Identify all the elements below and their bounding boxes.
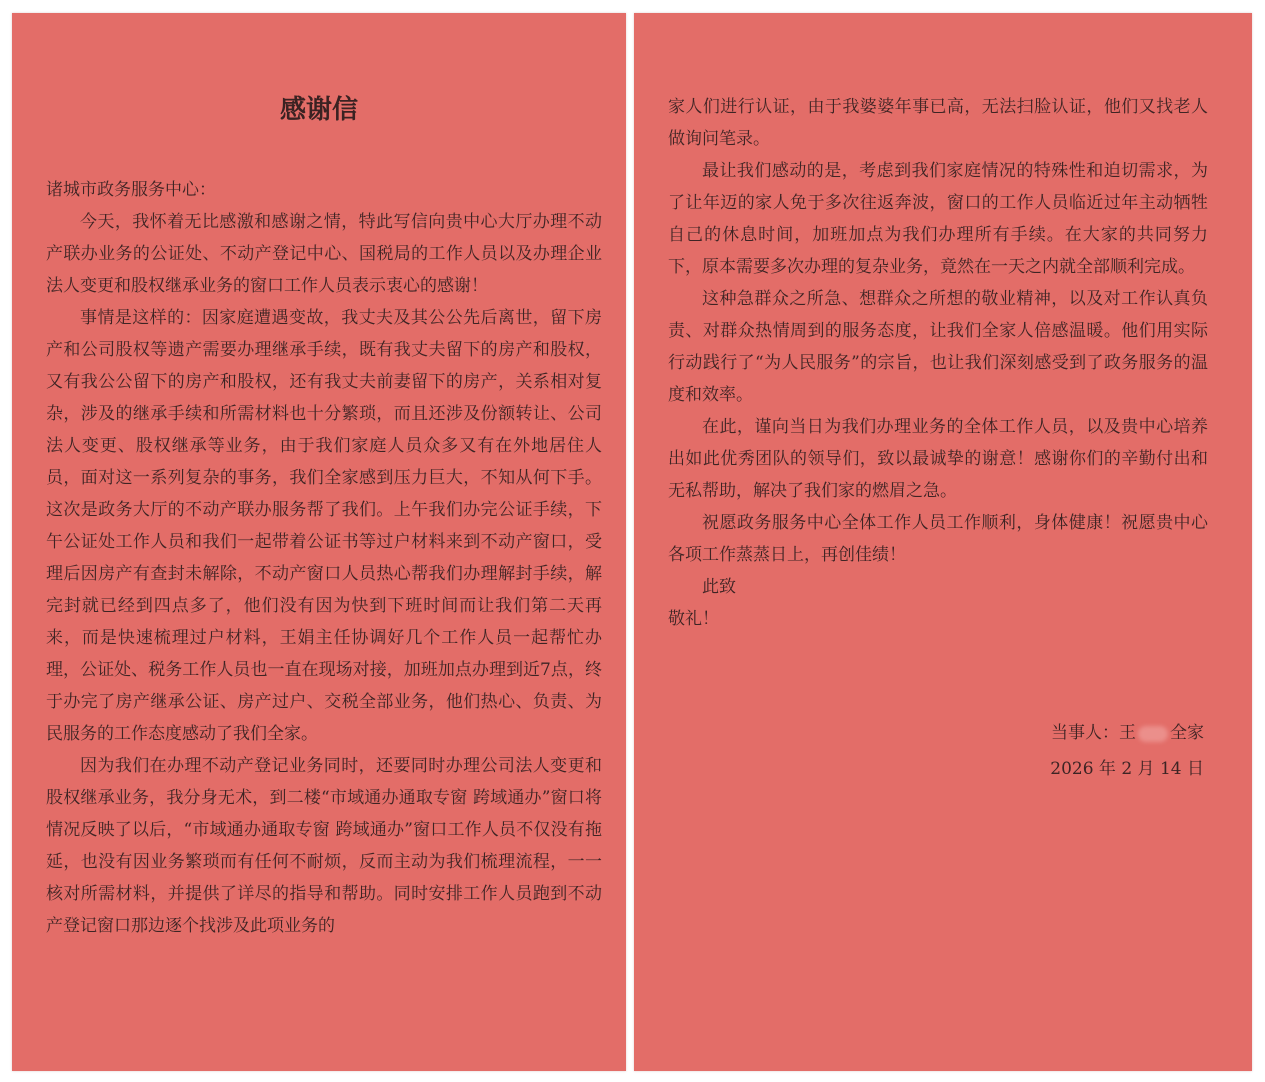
letter-paragraph: 最让我们感动的是，考虑到我们家庭情况的特殊性和迫切需求，为了让年迈的家人免于多次往返奔波，窗口的工作人员临近过年主动牺牲自己的休息时间，加班加点为我们办理所有手续。在大家的共同努力下，原本需要多次办理的复杂业务，竟然在一天之内就全部顺利完成。 [668, 161, 1208, 277]
letter-date: 2026 年 2 月 14 日 [1050, 759, 1204, 779]
letter-paragraph: 今天，我怀着无比感激和感谢之情，特此写信向贵中心大厅办理不动产联办业务的公证处、不动产登记中心、国税局的工作人员以及办理企业法人变更和股权继承业务的窗口工作人员表示衷心的感谢！ [46, 212, 602, 296]
signer-suffix: 全家 [1170, 723, 1204, 743]
letter-title: 感谢信 [279, 95, 358, 125]
redacted-name [1138, 726, 1168, 742]
signer-line [1050, 715, 1204, 751]
letter-body-right [668, 91, 1208, 635]
letter-page-right [634, 13, 1252, 1071]
letter-paragraph: 因为我们在办理不动产登记业务同时，还要同时办理公司法人变更和股权继承业务，我分身无术，到二楼“市域通办通取专窗 跨域通办”窗口将情况反映了以后，“市域通办通取专窗 跨域通办”窗口工作人员不仅没有拖延，也没有因业务繁琐而有任何不耐烦，反而主动为我们梳理流程，一一核对所需材料，并提供了详尽的指导和帮助。同时安排工作人员跑到不动产登记窗口那边逐个找涉及此项业务的 [46, 756, 602, 936]
letter-signature [1050, 715, 1204, 787]
letter-closing-greeting: 此致 [702, 577, 736, 597]
letter-salutation: 诸城市政务服务中心： [46, 180, 216, 200]
signer-prefix: 当事人：王 [1051, 723, 1136, 743]
letter-paragraph: 在此，谨向当日为我们办理业务的全体工作人员，以及贵中心培养出如此优秀团队的领导们，致以最诚挚的谢意！感谢你们的辛勤付出和无私帮助，解决了我们家的燃眉之急。 [668, 417, 1208, 501]
letter-paragraph: 祝愿政务服务中心全体工作人员工作顺利，身体健康！祝愿贵中心各项工作蒸蒸日上，再创佳绩！ [668, 513, 1208, 565]
letter-paragraph: 家人们进行认证，由于我婆婆年事已高，无法扫脸认证，他们又找老人做询问笔录。 [668, 97, 1208, 149]
letter-paragraph: 这种急群众之所急、想群众之所想的敬业精神，以及对工作认真负责、对群众热情周到的服务态度，让我们全家人倍感温暖。他们用实际行动践行了“为人民服务”的宗旨，也让我们深刻感受到了政务服务的温度和效率。 [668, 289, 1208, 405]
letter-body-left [46, 174, 602, 942]
letter-paragraph: 事情是这样的：因家庭遭遇变故，我丈夫及其公公先后离世，留下房产和公司股权等遗产需要办理继承手续，既有我丈夫留下的房产和股权，又有我公公留下的房产和股权，还有我丈夫前妻留下的房产，关系相对复杂，涉及的继承手续和所需材料也十分繁琐，而且还涉及份额转让、公司法人变更、股权继承等业务，由于我们家庭人员众多又有在外地居住人员，面对这一系列复杂的事务，我们全家感到压力巨大，不知从何下手。这次是政务大厅的不动产联办服务帮了我们。上午我们办完公证手续，下午公证处工作人员和我们一起带着公证书等过户材料来到不动产窗口，受理后因房产有查封未解除，不动产窗口人员热心帮我们办理解封手续，解完封就已经到四点多了，他们没有因为快到下班时间而让我们第二天再来，而是快速梳理过户材料，王娟主任协调好几个工作人员一起帮忙办理，公证处、税务工作人员也一直在现场对接，加班加点办理到近7点，终于办完了房产继承公证、房产过户、交税全部业务，他们热心、负责、为民服务的工作态度感动了我们全家。 [46, 308, 602, 744]
letter-page-left [12, 13, 626, 1071]
letter-closing-salute: 敬礼！ [668, 609, 719, 629]
